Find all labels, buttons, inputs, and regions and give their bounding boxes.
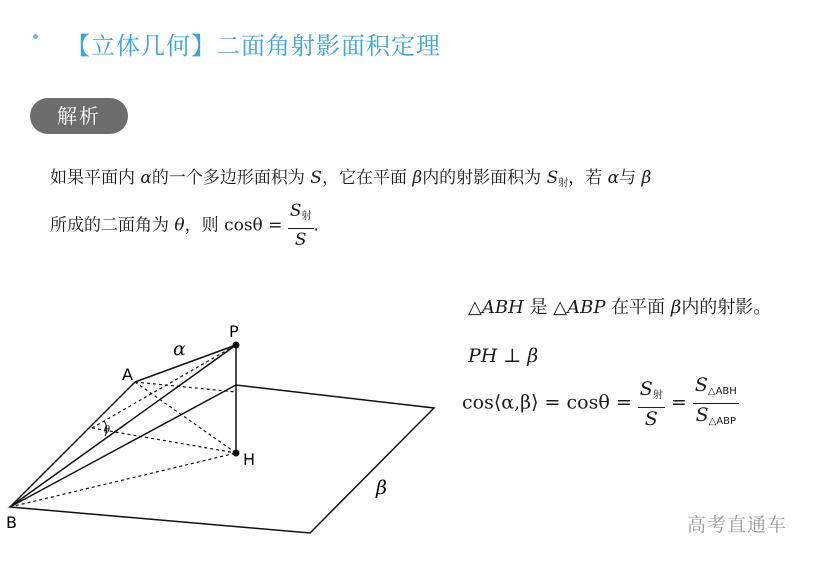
label-H: H <box>243 450 256 469</box>
watermark: 高考直通车 <box>686 514 787 536</box>
analysis-tag: 解析 <box>30 98 128 134</box>
dihedral-angle-diagram <box>0 300 460 540</box>
formula-fraction: $\frac{S_射}{S}$ <box>289 201 312 250</box>
label-alpha: α <box>173 338 186 360</box>
paragraph-line-2: 所成的二面角为 θ，则 cosθ = $\frac{S_射}{S}$ . <box>50 201 319 250</box>
point-P <box>233 342 240 349</box>
paragraph-line-1: 如果平面内 α的一个多边形面积为 S，它在平面 β内的射影面积为 $S_射$，若 α与 β <box>50 168 652 189</box>
title-bullet <box>33 34 38 39</box>
plane-beta <box>10 385 434 533</box>
label-P: P <box>229 322 239 341</box>
edge-BA <box>10 382 135 507</box>
perpendicular-statement: PH ⊥ β <box>468 345 539 367</box>
hidden-line <box>135 382 236 392</box>
height-line-in-beta <box>92 428 236 453</box>
edge-BH <box>10 453 236 507</box>
projection-statement: △ABH 是 △ABP 在平面 β内的射影。 <box>468 297 772 318</box>
label-theta: θ <box>104 425 111 436</box>
label-beta: β <box>376 477 387 499</box>
label-B: B <box>6 513 17 532</box>
point-H <box>233 450 240 457</box>
label-A: A <box>122 365 133 384</box>
page-title: 【立体几何】二面角射影面积定理 <box>66 32 441 60</box>
cosine-formula: cos⟨α,β⟩ = cosθ = $\frac{S_射}{S}$ = $\frac{S_{\triangle ABH}}{S_{\triangle ABP}}$ <box>462 374 737 430</box>
height-line-in-alpha <box>92 345 236 428</box>
